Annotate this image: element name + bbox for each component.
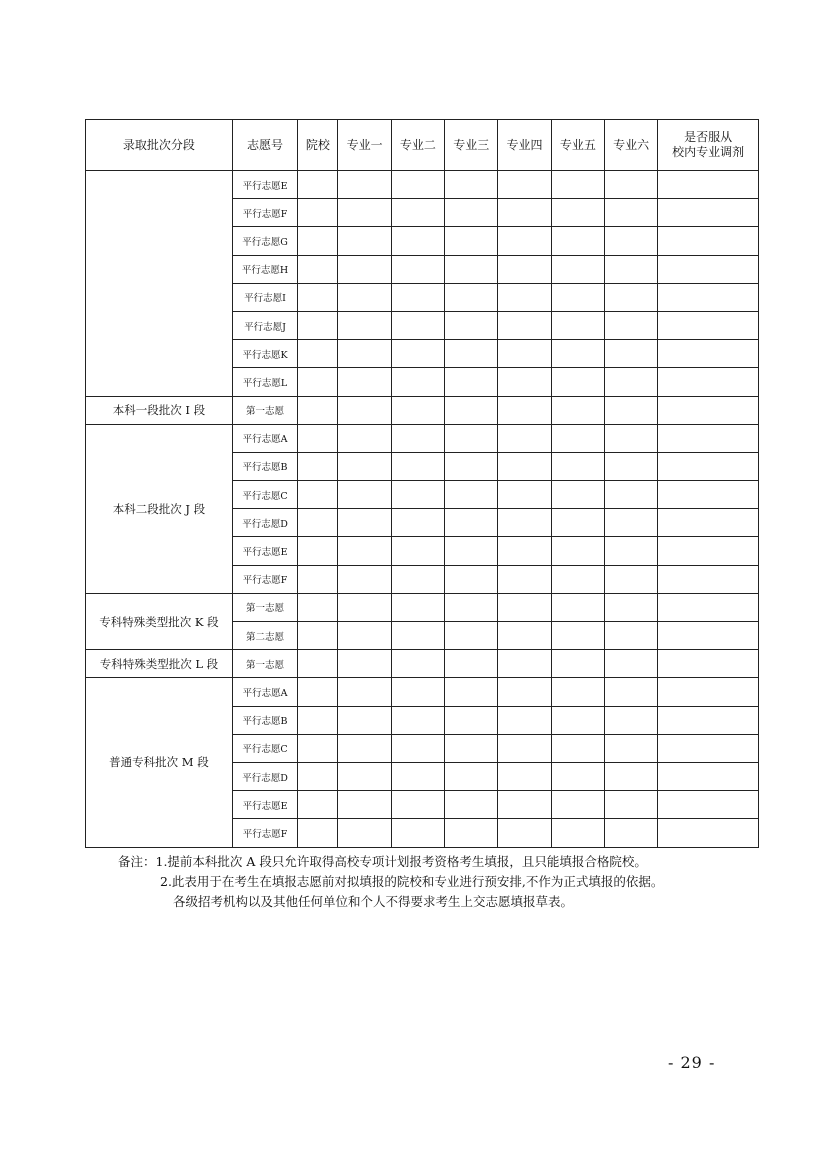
major-2-cell[interactable] xyxy=(391,255,444,283)
adjust-cell[interactable] xyxy=(658,424,759,452)
major-6-cell[interactable] xyxy=(605,227,658,255)
adjust-cell[interactable] xyxy=(658,340,759,368)
major-1-cell[interactable] xyxy=(338,283,391,311)
header-school: 院校 xyxy=(298,120,338,171)
volunteer-label-cell: 平行志愿F xyxy=(232,199,297,227)
major-4-cell[interactable] xyxy=(498,622,551,650)
school-cell[interactable] xyxy=(298,678,338,706)
major-4-cell[interactable] xyxy=(498,199,551,227)
major-2-cell[interactable] xyxy=(391,368,444,396)
major-3-cell[interactable] xyxy=(445,311,498,339)
major-6-cell[interactable] xyxy=(605,734,658,762)
major-3-cell[interactable] xyxy=(445,227,498,255)
major-4-cell[interactable] xyxy=(498,311,551,339)
school-cell[interactable] xyxy=(298,819,338,847)
major-2-cell[interactable] xyxy=(391,791,444,819)
volunteer-label-cell: 平行志愿D xyxy=(232,762,297,790)
major-1-cell[interactable] xyxy=(338,791,391,819)
volunteer-label-cell: 第一志愿 xyxy=(232,650,297,678)
major-4-cell[interactable] xyxy=(498,791,551,819)
major-1-cell[interactable] xyxy=(338,340,391,368)
major-6-cell[interactable] xyxy=(605,424,658,452)
segment-cell: 普通专科批次 M 段 xyxy=(86,678,233,847)
major-3-cell[interactable] xyxy=(445,791,498,819)
major-2-cell[interactable] xyxy=(391,593,444,621)
major-1-cell[interactable] xyxy=(338,424,391,452)
volunteer-label-cell: 平行志愿H xyxy=(232,255,297,283)
major-2-cell[interactable] xyxy=(391,311,444,339)
major-4-cell[interactable] xyxy=(498,171,551,199)
segment-cell: 专科特殊类型批次 K 段 xyxy=(86,593,233,649)
major-2-cell[interactable] xyxy=(391,650,444,678)
major-2-cell[interactable] xyxy=(391,537,444,565)
header-major-5: 专业五 xyxy=(551,120,604,171)
major-2-cell[interactable] xyxy=(391,452,444,480)
volunteer-label-cell: 第二志愿 xyxy=(232,622,297,650)
volunteer-draft-table xyxy=(85,119,759,848)
major-3-cell[interactable] xyxy=(445,706,498,734)
major-5-cell[interactable] xyxy=(551,452,604,480)
volunteer-label-cell: 平行志愿D xyxy=(232,509,297,537)
school-cell[interactable] xyxy=(298,509,338,537)
major-4-cell[interactable] xyxy=(498,452,551,480)
header-major-6: 专业六 xyxy=(605,120,658,171)
adjust-cell[interactable] xyxy=(658,791,759,819)
adjust-cell[interactable] xyxy=(658,706,759,734)
table-row xyxy=(86,593,759,621)
adjust-cell[interactable] xyxy=(658,678,759,706)
school-cell[interactable] xyxy=(298,622,338,650)
volunteer-label-cell: 平行志愿I xyxy=(232,283,297,311)
volunteer-label-cell: 平行志愿B xyxy=(232,452,297,480)
adjust-cell[interactable] xyxy=(658,481,759,509)
segment-cell: 本科二段批次 J 段 xyxy=(86,424,233,593)
major-1-cell[interactable] xyxy=(338,509,391,537)
school-cell[interactable] xyxy=(298,199,338,227)
major-5-cell[interactable] xyxy=(551,255,604,283)
note-line-1: 备注：1.提前本科批次 A 段只允许取得高校专项计划报考资格考生填报，且只能填报合格院校。 xyxy=(118,854,647,869)
adjust-cell[interactable] xyxy=(658,171,759,199)
adjust-cell[interactable] xyxy=(658,622,759,650)
major-3-cell[interactable] xyxy=(445,734,498,762)
major-1-cell[interactable] xyxy=(338,368,391,396)
major-6-cell[interactable] xyxy=(605,706,658,734)
major-2-cell[interactable] xyxy=(391,481,444,509)
header-adjust-line-1: 是否服从 xyxy=(684,130,733,144)
major-3-cell[interactable] xyxy=(445,424,498,452)
major-5-cell[interactable] xyxy=(551,622,604,650)
major-6-cell[interactable] xyxy=(605,283,658,311)
major-3-cell[interactable] xyxy=(445,650,498,678)
major-3-cell[interactable] xyxy=(445,340,498,368)
header-segment: 录取批次分段 xyxy=(86,120,233,171)
major-4-cell[interactable] xyxy=(498,481,551,509)
major-2-cell[interactable] xyxy=(391,283,444,311)
major-3-cell[interactable] xyxy=(445,396,498,424)
major-6-cell[interactable] xyxy=(605,509,658,537)
major-5-cell[interactable] xyxy=(551,311,604,339)
segment-cell: 本科一段批次 I 段 xyxy=(86,396,233,424)
major-1-cell[interactable] xyxy=(338,593,391,621)
header-major-4: 专业四 xyxy=(498,120,551,171)
school-cell[interactable] xyxy=(298,650,338,678)
segment-cell: 专科特殊类型批次 L 段 xyxy=(86,650,233,678)
major-3-cell[interactable] xyxy=(445,283,498,311)
adjust-cell[interactable] xyxy=(658,255,759,283)
major-2-cell[interactable] xyxy=(391,706,444,734)
major-1-cell[interactable] xyxy=(338,706,391,734)
major-3-cell[interactable] xyxy=(445,819,498,847)
major-4-cell[interactable] xyxy=(498,227,551,255)
major-1-cell[interactable] xyxy=(338,622,391,650)
table-row xyxy=(86,171,759,199)
major-3-cell[interactable] xyxy=(445,199,498,227)
major-4-cell[interactable] xyxy=(498,565,551,593)
volunteer-label-cell: 第一志愿 xyxy=(232,396,297,424)
major-5-cell[interactable] xyxy=(551,537,604,565)
major-1-cell[interactable] xyxy=(338,171,391,199)
adjust-cell[interactable] xyxy=(658,734,759,762)
major-6-cell[interactable] xyxy=(605,452,658,480)
major-2-cell[interactable] xyxy=(391,340,444,368)
note-line-3: 各级招考机构以及其他任何单位和个人不得要求考生上交志愿填报草表。 xyxy=(173,894,574,909)
major-2-cell[interactable] xyxy=(391,819,444,847)
adjust-cell[interactable] xyxy=(658,452,759,480)
school-cell[interactable] xyxy=(298,424,338,452)
volunteer-label-cell: 平行志愿F xyxy=(232,565,297,593)
segment-cell xyxy=(86,171,233,397)
major-5-cell[interactable] xyxy=(551,819,604,847)
major-1-cell[interactable] xyxy=(338,762,391,790)
major-3-cell[interactable] xyxy=(445,537,498,565)
major-6-cell[interactable] xyxy=(605,396,658,424)
major-5-cell[interactable] xyxy=(551,706,604,734)
major-5-cell[interactable] xyxy=(551,227,604,255)
header-major-2: 专业二 xyxy=(391,120,444,171)
major-4-cell[interactable] xyxy=(498,424,551,452)
page-number: - 29 - xyxy=(668,1053,716,1072)
major-6-cell[interactable] xyxy=(605,171,658,199)
volunteer-label-cell: 平行志愿G xyxy=(232,227,297,255)
major-3-cell[interactable] xyxy=(445,452,498,480)
adjust-cell[interactable] xyxy=(658,199,759,227)
major-6-cell[interactable] xyxy=(605,762,658,790)
major-5-cell[interactable] xyxy=(551,424,604,452)
school-cell[interactable] xyxy=(298,171,338,199)
adjust-cell[interactable] xyxy=(658,227,759,255)
adjust-cell[interactable] xyxy=(658,650,759,678)
major-4-cell[interactable] xyxy=(498,255,551,283)
adjust-cell[interactable] xyxy=(658,819,759,847)
table-row xyxy=(86,678,759,706)
major-5-cell[interactable] xyxy=(551,593,604,621)
major-6-cell[interactable] xyxy=(605,565,658,593)
major-1-cell[interactable] xyxy=(338,227,391,255)
major-6-cell[interactable] xyxy=(605,481,658,509)
school-cell[interactable] xyxy=(298,368,338,396)
header-adjust-line-2: 校内专业调剂 xyxy=(672,145,745,159)
major-3-cell[interactable] xyxy=(445,762,498,790)
major-5-cell[interactable] xyxy=(551,396,604,424)
major-4-cell[interactable] xyxy=(498,593,551,621)
table-row xyxy=(86,396,759,424)
major-1-cell[interactable] xyxy=(338,819,391,847)
major-6-cell[interactable] xyxy=(605,311,658,339)
volunteer-label-cell: 平行志愿C xyxy=(232,481,297,509)
major-4-cell[interactable] xyxy=(498,706,551,734)
school-cell[interactable] xyxy=(298,227,338,255)
major-2-cell[interactable] xyxy=(391,227,444,255)
major-5-cell[interactable] xyxy=(551,650,604,678)
major-4-cell[interactable] xyxy=(498,368,551,396)
major-2-cell[interactable] xyxy=(391,171,444,199)
major-4-cell[interactable] xyxy=(498,340,551,368)
volunteer-label-cell: 平行志愿E xyxy=(232,171,297,199)
major-3-cell[interactable] xyxy=(445,255,498,283)
major-3-cell[interactable] xyxy=(445,678,498,706)
volunteer-label-cell: 平行志愿C xyxy=(232,734,297,762)
major-1-cell[interactable] xyxy=(338,199,391,227)
major-5-cell[interactable] xyxy=(551,791,604,819)
school-cell[interactable] xyxy=(298,762,338,790)
volunteer-label-cell: 平行志愿L xyxy=(232,368,297,396)
school-cell[interactable] xyxy=(298,706,338,734)
major-4-cell[interactable] xyxy=(498,283,551,311)
major-5-cell[interactable] xyxy=(551,368,604,396)
major-4-cell[interactable] xyxy=(498,762,551,790)
major-4-cell[interactable] xyxy=(498,734,551,762)
school-cell[interactable] xyxy=(298,734,338,762)
header-adjust xyxy=(658,120,759,171)
volunteer-label-cell: 平行志愿A xyxy=(232,678,297,706)
major-5-cell[interactable] xyxy=(551,199,604,227)
major-2-cell[interactable] xyxy=(391,424,444,452)
volunteer-label-cell: 平行志愿A xyxy=(232,424,297,452)
adjust-cell[interactable] xyxy=(658,311,759,339)
school-cell[interactable] xyxy=(298,340,338,368)
major-1-cell[interactable] xyxy=(338,396,391,424)
major-2-cell[interactable] xyxy=(391,762,444,790)
major-1-cell[interactable] xyxy=(338,734,391,762)
major-4-cell[interactable] xyxy=(498,819,551,847)
school-cell[interactable] xyxy=(298,537,338,565)
major-1-cell[interactable] xyxy=(338,452,391,480)
adjust-cell[interactable] xyxy=(658,593,759,621)
school-cell[interactable] xyxy=(298,565,338,593)
major-2-cell[interactable] xyxy=(391,396,444,424)
school-cell[interactable] xyxy=(298,593,338,621)
major-5-cell[interactable] xyxy=(551,481,604,509)
adjust-cell[interactable] xyxy=(658,368,759,396)
header-major-1: 专业一 xyxy=(338,120,391,171)
adjust-cell[interactable] xyxy=(658,762,759,790)
major-6-cell[interactable] xyxy=(605,622,658,650)
major-6-cell[interactable] xyxy=(605,340,658,368)
note-line-2: 2.此表用于在考生在填报志愿前对拟填报的院校和专业进行预安排,不作为正式填报的依据。 xyxy=(160,874,664,889)
school-cell[interactable] xyxy=(298,452,338,480)
volunteer-label-cell: 平行志愿E xyxy=(232,537,297,565)
major-3-cell[interactable] xyxy=(445,565,498,593)
major-3-cell[interactable] xyxy=(445,593,498,621)
major-3-cell[interactable] xyxy=(445,171,498,199)
major-3-cell[interactable] xyxy=(445,622,498,650)
table-row xyxy=(86,650,759,678)
major-5-cell[interactable] xyxy=(551,762,604,790)
major-1-cell[interactable] xyxy=(338,565,391,593)
major-2-cell[interactable] xyxy=(391,734,444,762)
major-5-cell[interactable] xyxy=(551,678,604,706)
major-4-cell[interactable] xyxy=(498,509,551,537)
table-header-row xyxy=(86,120,759,171)
school-cell[interactable] xyxy=(298,283,338,311)
volunteer-label-cell: 平行志愿F xyxy=(232,819,297,847)
major-1-cell[interactable] xyxy=(338,537,391,565)
major-5-cell[interactable] xyxy=(551,734,604,762)
major-6-cell[interactable] xyxy=(605,199,658,227)
major-4-cell[interactable] xyxy=(498,537,551,565)
major-5-cell[interactable] xyxy=(551,565,604,593)
major-5-cell[interactable] xyxy=(551,509,604,537)
school-cell[interactable] xyxy=(298,311,338,339)
header-volunteer-no: 志愿号 xyxy=(232,120,297,171)
major-2-cell[interactable] xyxy=(391,509,444,537)
major-2-cell[interactable] xyxy=(391,678,444,706)
adjust-cell[interactable] xyxy=(658,396,759,424)
major-1-cell[interactable] xyxy=(338,311,391,339)
major-2-cell[interactable] xyxy=(391,622,444,650)
volunteer-label-cell: 平行志愿B xyxy=(232,706,297,734)
school-cell[interactable] xyxy=(298,791,338,819)
volunteer-label-cell: 平行志愿J xyxy=(232,311,297,339)
major-2-cell[interactable] xyxy=(391,199,444,227)
major-6-cell[interactable] xyxy=(605,255,658,283)
major-1-cell[interactable] xyxy=(338,481,391,509)
major-1-cell[interactable] xyxy=(338,678,391,706)
school-cell[interactable] xyxy=(298,396,338,424)
table-row xyxy=(86,424,759,452)
adjust-cell[interactable] xyxy=(658,509,759,537)
major-1-cell[interactable] xyxy=(338,255,391,283)
volunteer-label-cell: 第一志愿 xyxy=(232,593,297,621)
major-4-cell[interactable] xyxy=(498,396,551,424)
volunteer-label-cell: 平行志愿K xyxy=(232,340,297,368)
major-6-cell[interactable] xyxy=(605,791,658,819)
school-cell[interactable] xyxy=(298,255,338,283)
major-6-cell[interactable] xyxy=(605,819,658,847)
major-5-cell[interactable] xyxy=(551,171,604,199)
major-3-cell[interactable] xyxy=(445,509,498,537)
major-4-cell[interactable] xyxy=(498,650,551,678)
major-5-cell[interactable] xyxy=(551,283,604,311)
adjust-cell[interactable] xyxy=(658,565,759,593)
major-5-cell[interactable] xyxy=(551,340,604,368)
notes xyxy=(118,852,768,912)
header-major-3: 专业三 xyxy=(445,120,498,171)
major-6-cell[interactable] xyxy=(605,678,658,706)
school-cell[interactable] xyxy=(298,481,338,509)
major-1-cell[interactable] xyxy=(338,650,391,678)
table-body xyxy=(86,171,759,848)
major-3-cell[interactable] xyxy=(445,368,498,396)
adjust-cell[interactable] xyxy=(658,283,759,311)
major-3-cell[interactable] xyxy=(445,481,498,509)
major-6-cell[interactable] xyxy=(605,593,658,621)
major-2-cell[interactable] xyxy=(391,565,444,593)
volunteer-label-cell: 平行志愿E xyxy=(232,791,297,819)
major-4-cell[interactable] xyxy=(498,678,551,706)
major-6-cell[interactable] xyxy=(605,537,658,565)
adjust-cell[interactable] xyxy=(658,537,759,565)
major-6-cell[interactable] xyxy=(605,368,658,396)
major-6-cell[interactable] xyxy=(605,650,658,678)
